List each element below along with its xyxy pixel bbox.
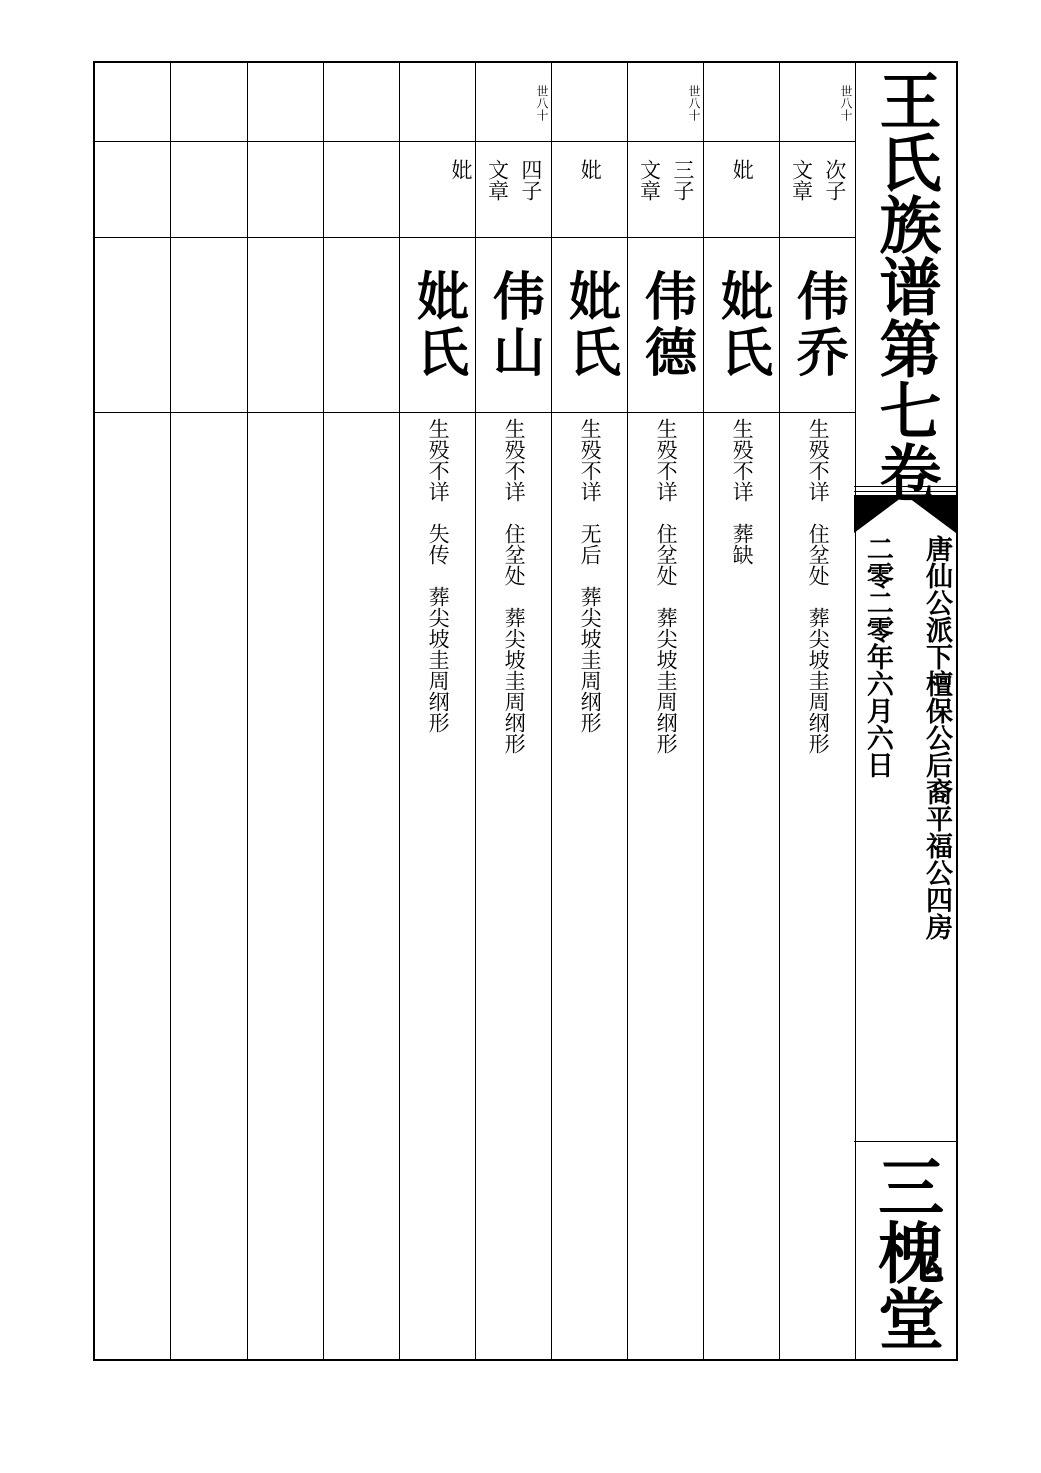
- relation-label: [476, 159, 551, 201]
- empty-column: [324, 63, 400, 1359]
- entry-column: [476, 63, 552, 1359]
- person-name: 伟乔: [787, 269, 849, 381]
- relation-label: [780, 159, 855, 201]
- entry-column: [628, 63, 704, 1359]
- generation-label: 世八十: [535, 85, 549, 121]
- person-name: 妣氏: [559, 269, 621, 381]
- hall-name: 三槐堂: [866, 1153, 945, 1351]
- title-divider: [854, 491, 956, 492]
- person-detail: 生殁不详 失传 葬尖坡圭周纲形: [426, 418, 451, 733]
- person-detail: 生殁不详 住坌处 葬尖坡圭周纲形: [502, 418, 527, 754]
- relation-label: 妣: [449, 159, 473, 180]
- entry-column: [704, 63, 780, 1359]
- person-name: 妣氏: [711, 269, 773, 381]
- relation-line: 次子: [822, 159, 847, 201]
- generation-label: 世八十: [687, 85, 701, 121]
- compile-date: 二零二零年六月六日: [861, 535, 893, 778]
- relation-label: 妣: [578, 159, 603, 180]
- entry-column: [780, 63, 856, 1359]
- relation-line: 文章: [485, 159, 510, 201]
- book-title: 王氏族谱第七卷: [869, 69, 942, 503]
- empty-column: [95, 63, 171, 1359]
- relation-line: 三子: [670, 159, 695, 201]
- person-detail: 生殁不详 无后 葬尖坡圭周纲形: [578, 418, 603, 733]
- empty-column: [248, 63, 324, 1359]
- entry-column: [400, 63, 476, 1359]
- relation-line: 文章: [789, 159, 814, 201]
- relation-line: 四子: [518, 159, 543, 201]
- person-detail: 生殁不详 葬缺: [730, 418, 755, 565]
- person-name: 伟山: [483, 269, 545, 381]
- person-detail: 生殁不详 住坌处 葬尖坡圭周纲形: [654, 418, 679, 754]
- person-detail: 生殁不详 住坌处 葬尖坡圭周纲形: [806, 418, 831, 754]
- genealogy-page: [93, 61, 958, 1361]
- hall-divider: [854, 1141, 956, 1142]
- person-name: 妣氏: [407, 269, 469, 381]
- empty-column: [171, 63, 248, 1359]
- fishtail-ornament: [854, 495, 956, 533]
- title-divider: [854, 486, 956, 487]
- relation-label: 妣: [730, 159, 755, 180]
- title-column: [854, 63, 956, 1359]
- relation-line: 文章: [637, 159, 662, 201]
- entry-column: [552, 63, 628, 1359]
- branch-subtitle: 唐仙公派下檀保公后裔平福公四房: [921, 535, 952, 940]
- person-name: 伟德: [635, 269, 697, 381]
- generation-label: 世八十: [839, 85, 853, 121]
- relation-label: [628, 159, 703, 201]
